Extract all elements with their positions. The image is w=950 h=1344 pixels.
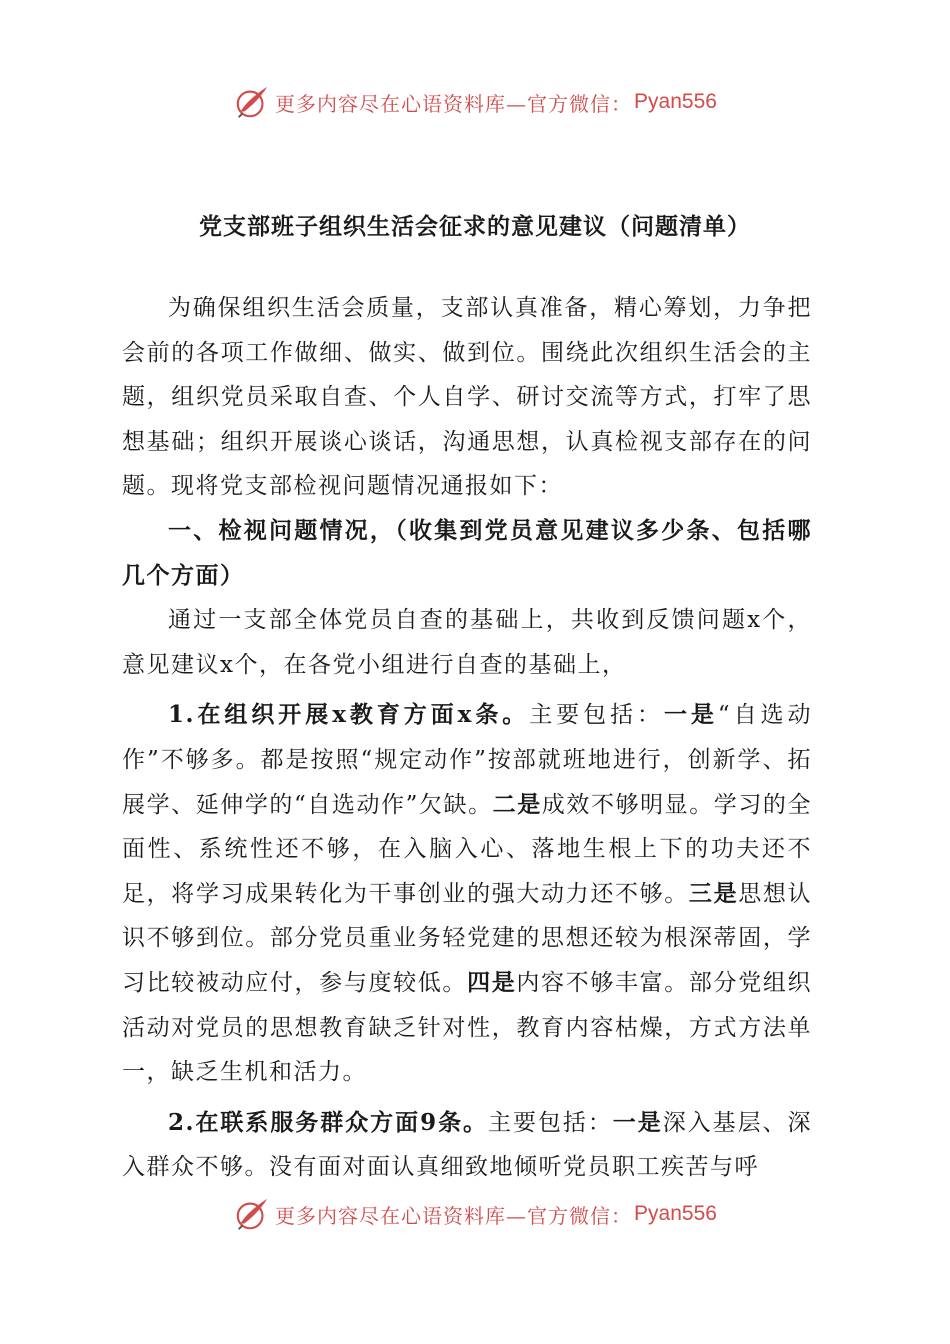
section-summary: 通过一支部全体党员自查的基础上，共收到反馈问题x个，意见建议x个，在各党小组进行自查的基础上， bbox=[122, 607, 812, 678]
item1-point3-text: 思想认识不够到位。部分党员重业务轻党建的思想还较为根深蒂固，学习比较被动应付，参与度较低。 bbox=[122, 880, 813, 996]
quill-pen-logo-icon bbox=[233, 83, 271, 121]
item1-point3-label: 三是 bbox=[688, 879, 739, 907]
document-body bbox=[122, 286, 812, 1190]
item1-paragraph bbox=[122, 693, 812, 1094]
item1-point2-label: 二是 bbox=[492, 790, 542, 818]
document-title: 党支部班子组织生活会征求的意见建议（问题清单） bbox=[199, 213, 751, 240]
section-heading-text: 一、检视问题情况，（收集到党员意见建议多少条、包括哪几个方面） bbox=[122, 516, 812, 589]
item1-heading: 1.在组织开展x教育方面x条。 bbox=[168, 701, 530, 729]
watermark-banner-top bbox=[0, 82, 950, 122]
item2-point1-text: 深入基层、深入群众不够。没有面对面认真细致地倾听党员职工疾苦与呼 bbox=[122, 1109, 813, 1181]
item1-point1-label: 一是 bbox=[663, 701, 718, 729]
item1-point4-text: 内容不够丰富。部分党组织活动对党员的思想教育缺乏针对性，教育内容枯燥，方式方法单一，缺乏生机和活力。 bbox=[122, 969, 813, 1086]
item2-lead: 主要包括： bbox=[488, 1109, 613, 1136]
section-heading bbox=[122, 509, 812, 598]
intro-paragraph: 为确保组织生活会质量，支部认真准备，精心筹划，力争把会前的各项工作做细、做实、做到位。围绕此次组织生活会的主题，组织党员采取自查、个人自学、研讨交流等方式，打牢了思想基础；组织开展谈心谈话，沟通思想，认真检视支部存在的问题。现将党支部检视问题情况通报如下： bbox=[122, 295, 812, 500]
watermark-text: 更多内容尽在心语资料库—官方微信： bbox=[275, 1203, 633, 1228]
item1-point2-text: 成效不够明显。学习的全面性、系统性还不够，在入脑入心、落地生根上下的功夫还不足，将学习成果转化为干事创业的强大动力还不够。 bbox=[122, 791, 812, 907]
watermark-banner-bottom bbox=[0, 1194, 950, 1234]
item1-point1-text: “自选动作”不够多。都是按照“规定动作”按部就班地进行，创新学、拓展学、延伸学的“自选动作”欠缺。 bbox=[122, 702, 812, 818]
watermark-wechat-id: Pyan556 bbox=[634, 90, 717, 113]
item2-heading: 2.在联系服务群众方面9条。 bbox=[168, 1108, 488, 1136]
item1-lead: 主要包括： bbox=[529, 702, 664, 729]
item2-point1-label: 一是 bbox=[612, 1108, 663, 1136]
item2-paragraph bbox=[122, 1101, 812, 1190]
quill-pen-logo-icon bbox=[233, 1195, 271, 1233]
watermark-text: 更多内容尽在心语资料库—官方微信： bbox=[275, 91, 633, 116]
watermark-wechat-id: Pyan556 bbox=[634, 1202, 717, 1225]
item1-point4-label: 四是 bbox=[467, 968, 517, 996]
